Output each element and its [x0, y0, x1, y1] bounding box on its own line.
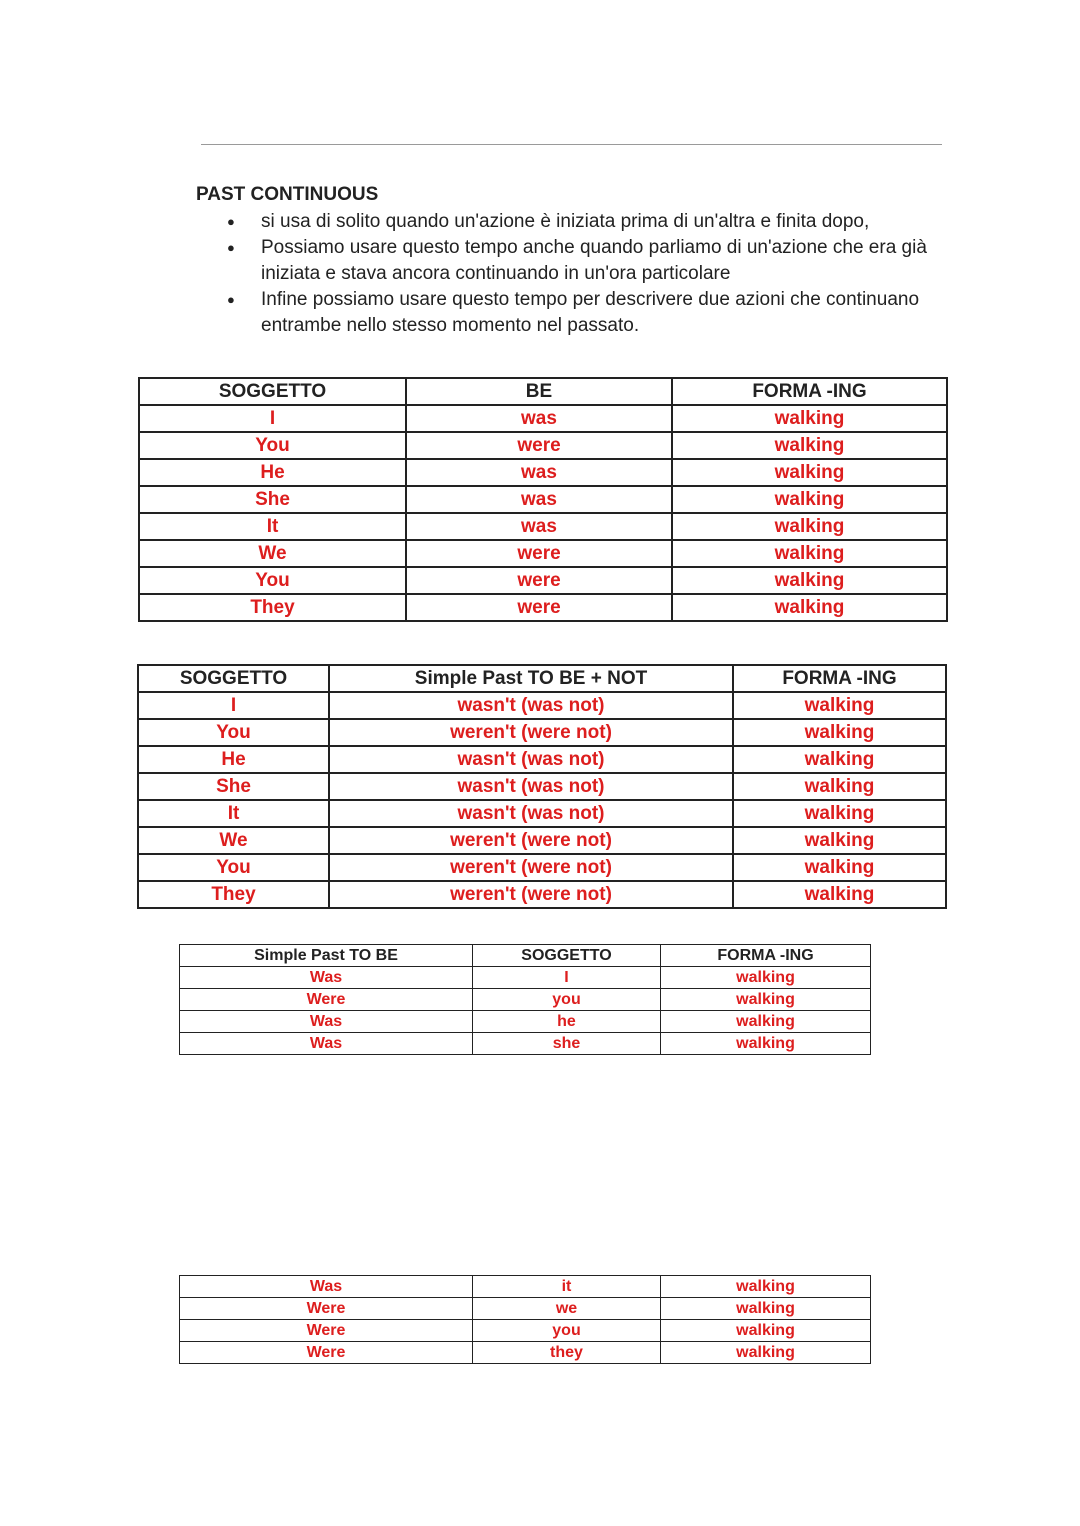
subject-cell: We: [139, 540, 406, 567]
table-row: [138, 827, 946, 854]
verb-cell: Were: [180, 1342, 473, 1364]
table-row: [138, 854, 946, 881]
verb-cell: was: [406, 459, 672, 486]
table-row: [180, 1342, 871, 1364]
ing-cell: walking: [733, 746, 946, 773]
verb-cell: wasn't (was not): [329, 746, 733, 773]
subject-cell: You: [139, 432, 406, 459]
table-row: [139, 567, 947, 594]
subject-cell: She: [139, 486, 406, 513]
subject-cell: We: [138, 827, 329, 854]
verb-cell: Was: [180, 967, 473, 989]
ing-cell: walking: [672, 405, 947, 432]
subject-cell: she: [473, 1033, 661, 1055]
table-row: [138, 800, 946, 827]
table-row: [139, 459, 947, 486]
table-row: [180, 989, 871, 1011]
verb-cell: weren't (were not): [329, 719, 733, 746]
affirmative-table: [138, 377, 948, 622]
subject-cell: It: [139, 513, 406, 540]
subject-cell: They: [138, 881, 329, 908]
header-cell: Simple Past TO BE: [180, 945, 473, 967]
verb-cell: weren't (were not): [329, 827, 733, 854]
verb-cell: was: [406, 513, 672, 540]
verb-cell: weren't (were not): [329, 854, 733, 881]
header-cell: BE: [406, 378, 672, 405]
ing-cell: walking: [661, 967, 871, 989]
verb-cell: Were: [180, 1298, 473, 1320]
interrogative-table-continued: [179, 1275, 871, 1364]
table-row: [138, 692, 946, 719]
ing-cell: walking: [733, 800, 946, 827]
ing-cell: walking: [672, 459, 947, 486]
ing-cell: walking: [672, 486, 947, 513]
ing-cell: walking: [661, 1342, 871, 1364]
table-row: [180, 1320, 871, 1342]
table-row: [138, 746, 946, 773]
ing-cell: walking: [661, 1320, 871, 1342]
ing-cell: walking: [672, 594, 947, 621]
bullet-item: ● Infine possiamo usare questo tempo per descrivere due azioni che continuano entrambe nello stesso momento nel passato.: [227, 287, 947, 339]
ing-cell: walking: [733, 881, 946, 908]
table-row: [139, 540, 947, 567]
subject-cell: he: [473, 1011, 661, 1033]
ing-cell: walking: [672, 432, 947, 459]
verb-cell: weren't (were not): [329, 881, 733, 908]
verb-cell: Was: [180, 1011, 473, 1033]
header-cell: FORMA -ING: [733, 665, 946, 692]
ing-cell: walking: [661, 1011, 871, 1033]
ing-cell: walking: [661, 1276, 871, 1298]
header-cell: FORMA -ING: [661, 945, 871, 967]
verb-cell: wasn't (was not): [329, 773, 733, 800]
table-row: [180, 1276, 871, 1298]
table-row: [139, 405, 947, 432]
ing-cell: walking: [733, 719, 946, 746]
subject-cell: He: [138, 746, 329, 773]
subject-cell: You: [138, 854, 329, 881]
ing-cell: walking: [661, 989, 871, 1011]
header-cell: SOGGETTO: [139, 378, 406, 405]
subject-cell: we: [473, 1298, 661, 1320]
verb-cell: was: [406, 405, 672, 432]
subject-cell: She: [138, 773, 329, 800]
subject-cell: It: [138, 800, 329, 827]
header-cell: FORMA -ING: [672, 378, 947, 405]
bullet-item: ● Possiamo usare questo tempo anche quando parliamo di un'azione che era già iniziata e stava ancora continuando in un'ora particolare: [227, 235, 947, 287]
verb-cell: wasn't (was not): [329, 692, 733, 719]
verb-cell: Was: [180, 1033, 473, 1055]
negative-table: [137, 664, 947, 909]
ing-cell: walking: [733, 773, 946, 800]
header-cell: Simple Past TO BE + NOT: [329, 665, 733, 692]
verb-cell: were: [406, 540, 672, 567]
verb-cell: Were: [180, 1320, 473, 1342]
table-row: [139, 432, 947, 459]
subject-cell: they: [473, 1342, 661, 1364]
verb-cell: were: [406, 432, 672, 459]
table-row: [139, 486, 947, 513]
table-header-row: [139, 378, 947, 405]
verb-cell: Were: [180, 989, 473, 1011]
subject-cell: You: [138, 719, 329, 746]
verb-cell: was: [406, 486, 672, 513]
subject-cell: I: [138, 692, 329, 719]
table-header-row: [138, 665, 946, 692]
subject-cell: I: [473, 967, 661, 989]
table-row: [139, 594, 947, 621]
table-row: [139, 513, 947, 540]
table-row: [138, 881, 946, 908]
table-row: [180, 967, 871, 989]
header-cell: SOGGETTO: [473, 945, 661, 967]
verb-cell: Was: [180, 1276, 473, 1298]
subject-cell: you: [473, 989, 661, 1011]
table-row: [138, 719, 946, 746]
interrogative-table: [179, 944, 871, 1055]
table-row: [138, 773, 946, 800]
header-cell: SOGGETTO: [138, 665, 329, 692]
subject-cell: you: [473, 1320, 661, 1342]
ing-cell: walking: [661, 1298, 871, 1320]
subject-cell: They: [139, 594, 406, 621]
subject-cell: You: [139, 567, 406, 594]
top-divider: [201, 144, 942, 145]
ing-cell: walking: [733, 854, 946, 881]
bullet-list: [227, 209, 947, 339]
ing-cell: walking: [661, 1033, 871, 1055]
table-row: [180, 1011, 871, 1033]
verb-cell: were: [406, 567, 672, 594]
ing-cell: walking: [672, 513, 947, 540]
ing-cell: walking: [672, 540, 947, 567]
verb-cell: were: [406, 594, 672, 621]
table-row: [180, 1298, 871, 1320]
table-row: [180, 1033, 871, 1055]
subject-cell: I: [139, 405, 406, 432]
verb-cell: wasn't (was not): [329, 800, 733, 827]
ing-cell: walking: [733, 692, 946, 719]
ing-cell: walking: [672, 567, 947, 594]
table-header-row: [180, 945, 871, 967]
subject-cell: He: [139, 459, 406, 486]
section-heading: PAST CONTINUOUS: [196, 184, 379, 205]
ing-cell: walking: [733, 827, 946, 854]
bullet-item: ● si usa di solito quando un'azione è iniziata prima di un'altra e finita dopo,: [227, 209, 947, 235]
subject-cell: it: [473, 1276, 661, 1298]
